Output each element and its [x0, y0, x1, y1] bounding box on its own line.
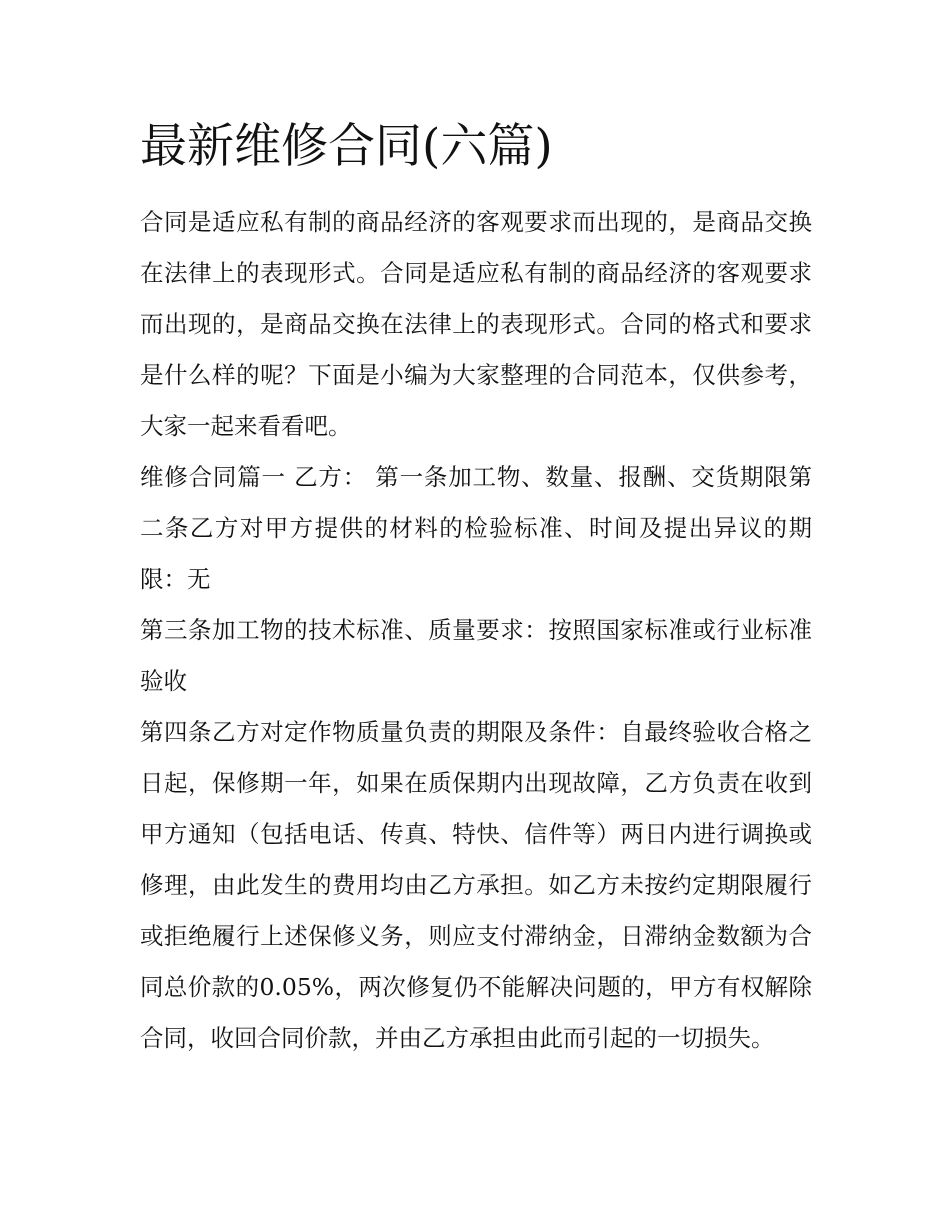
document-body — [140, 197, 812, 1064]
intro-paragraph: 合同是适应私有制的商品经济的客观要求而出现的，是商品交换在法律上的表现形式。合同是适应私有制的商品经济的客观要求而出现的，是商品交换在法律上的表现形式。合同的格式和要求是什么样的呢？下面是小编为大家整理的合同范本，仅供参考，大家一起来看看吧。 — [140, 208, 812, 440]
document-title: 最新维修合同(六篇) — [140, 119, 553, 174]
clause-1-2-paragraph: 维修合同篇一 乙方： 第一条加工物、数量、报酬、交货期限第二条乙方对甲方提供的材料的检验标准、时间及提出异议的期限：无 — [140, 463, 812, 593]
clause-3-paragraph: 第三条加工物的技术标准、质量要求：按照国家标准或行业标准验收 — [140, 616, 812, 695]
clause-4-paragraph: 第四条乙方对定作物质量负责的期限及条件：自最终验收合格之日起，保修期一年，如果在质保期内出现故障，乙方负责在收到甲方通知（包括电话、传真、特快、信件等）两日内进行调换或修理，由此发生的费用均由乙方承担。如乙方未按约定期限履行或拒绝履行上述保修义务，则应支付滞纳金，日滞纳金数额为合同总价款的0.05%，两次修复仍不能解决问题的，甲方有权解除合同，收回合同价款，并由乙方承担由此而引起的一切损失。 — [140, 718, 812, 1052]
